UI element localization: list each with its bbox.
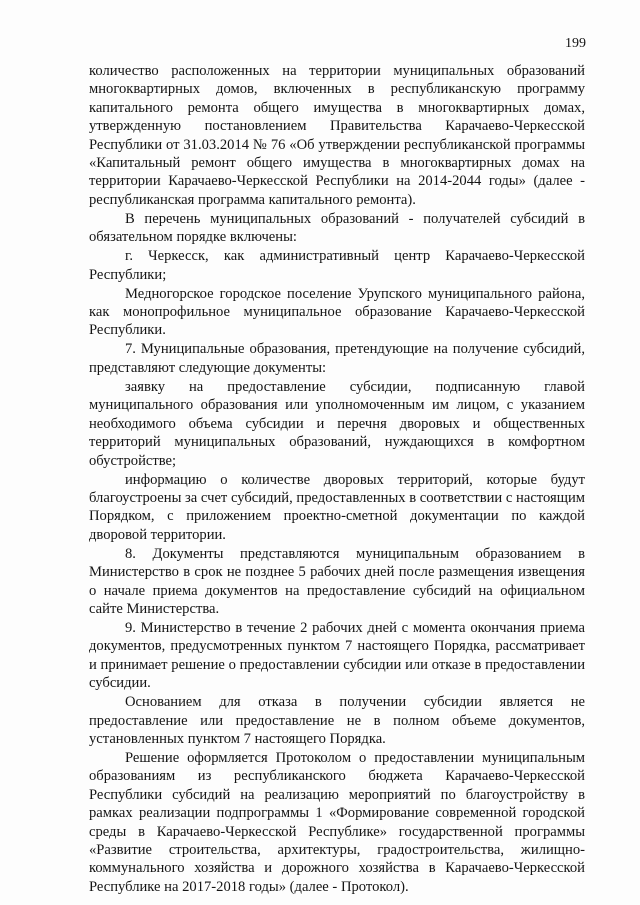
paragraph-clause-7: 7. Муниципальные образования, претендующие на получение субсидий, представляют следующие документы: — [89, 341, 585, 376]
paragraph-cherkessk: г. Черкесск, как административный центр Карачаево-Черкесской Республики; — [89, 248, 585, 283]
paragraph-mednogorsk: Медногорское городское поселение Урупского муниципального района, как монопрофильное муниципальное образование Карачаево-Черкесской Республики. — [89, 285, 585, 339]
paragraph-clause-9: 9. Министерство в течение 2 рабочих дней с момента окончания приема документов, предусмотренных пунктом 7 настоящего Порядка, рассматривает и принимает решение о предоставлении субсидии или отказе в предоставлении субсидии. — [89, 619, 585, 692]
paragraph-capital-repair-program: количество расположенных на территории муниципальных образований многоквартирных домов, включенных в республиканскую программу капитального ремонта общего имущества в многоквартирных домах, утвержденную постановлением Правительства Карачаево-Черкесской Республики от 31.03.2014 № 76 «Об утверждении республиканской программы «Капитальный ремонт общего имущества в многоквартирных домах на территории Карачаево-Черкесской Республики на 2014-2044 годы» (далее - республиканская программа капитального ремонта). — [89, 63, 585, 208]
paragraph-protocol-decision: Решение оформляется Протоколом о предоставлении муниципальным образованиям из республиканского бюджета Карачаево-Черкесской Республики субсидий на реализацию мероприятий по благоустройству в рамках реализации подпрограммы 1 «Формирование современной городской среды в Карачаево-Черкесской Республике» государственной программы «Развитие строительства, архитектуры, градостроительства, жилищно-коммунального хозяйства и дорожного хозяйства в Карачаево-Черкесской Республике на 2017-2018 годы» (далее - Протокол). — [89, 749, 585, 895]
page-number: 199 — [565, 36, 586, 51]
paragraph-clause-8: 8. Документы представляются муниципальным образованием в Министерство в срок не позднее 5 рабочих дней после размещения извещения о начале приема документов на предоставление субсидий на официальном сайте Министерства. — [89, 545, 585, 617]
paragraph-refusal-grounds: Основанием для отказа в получении субсидии является не предоставление или предоставление не в полном объеме документов, установленных пунктом 7 настоящего Порядка. — [89, 694, 585, 747]
paragraph-recipients-list-intro: В перечень муниципальных образований - получателей субсидий в обязательном порядке включены: — [89, 210, 585, 246]
paragraph-application: заявку на предоставление субсидии, подписанную главой муниципального образования или уполномоченным им лицом, с указанием необходимого объема субсидии и перечня дворовых и общественных территорий муниципальных образований, нуждающихся в комфортном обустройстве; — [89, 378, 585, 469]
paragraph-yard-information: информацию о количестве дворовых территорий, которые будут благоустроены за счет субсидий, предоставленных в соответствии с настоящим Порядком, с приложением проектно-сметной документации по каждой дворовой территории. — [89, 471, 585, 543]
document-body — [89, 62, 585, 897]
